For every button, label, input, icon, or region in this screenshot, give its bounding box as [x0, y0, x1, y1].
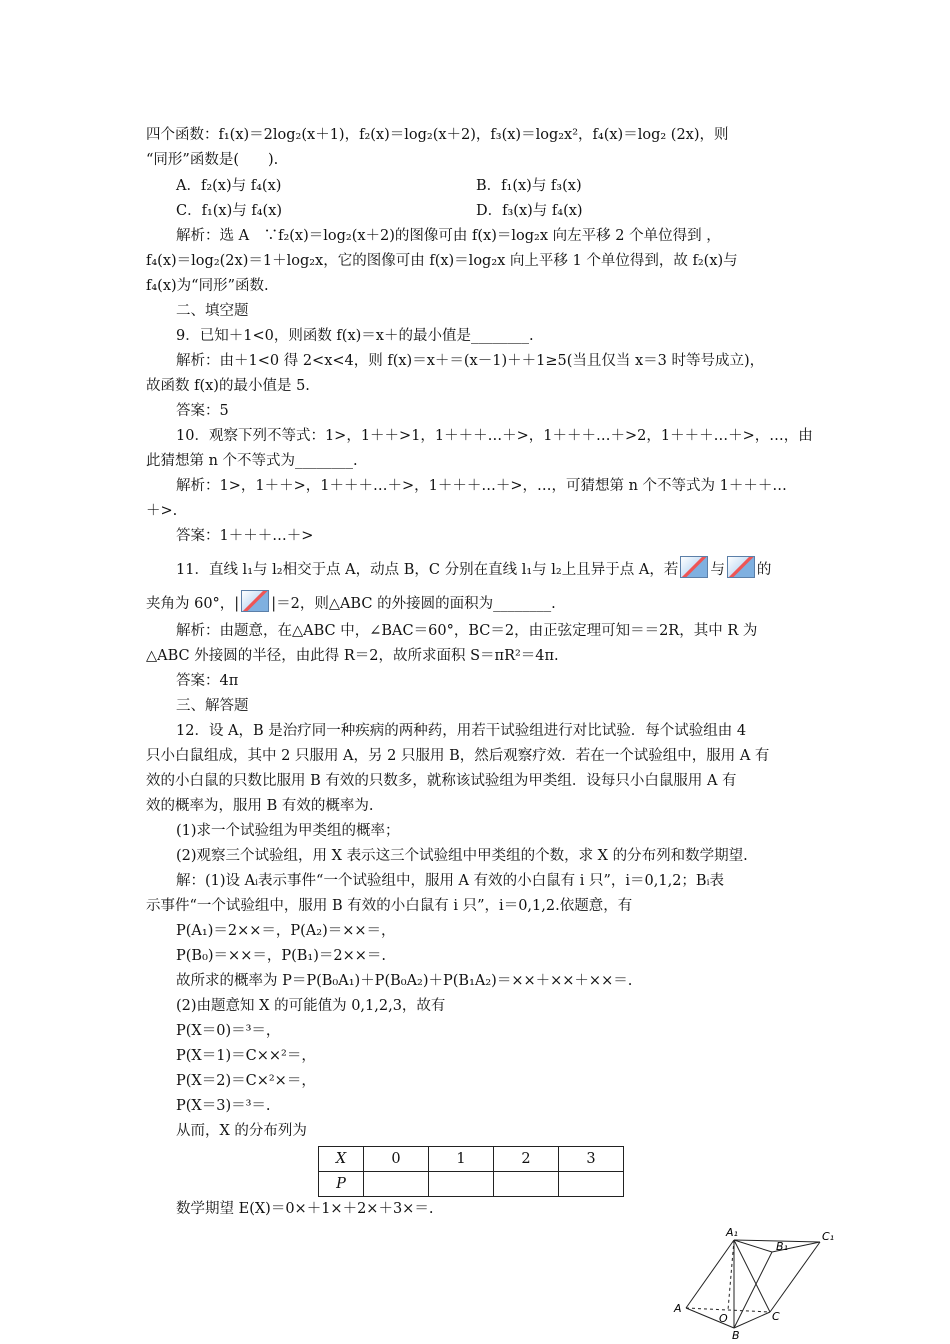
problem-12-stem-line2: 只小白鼠组成，其中 2 只服用 A，另 2 只服用 B，然后观察疗效．若在一个试验组中，服用 A 有: [146, 748, 770, 764]
label-a: A: [674, 1302, 682, 1315]
answer-11: 答案：4π: [176, 673, 239, 689]
table-cell: [559, 1172, 624, 1197]
problem-10-stem-line2: 此猜想第 n 个不等式为________.: [146, 453, 358, 469]
option-c: C．f₁(x)与 f₄(x): [176, 203, 283, 219]
solution-10-line1: 解析：1>，1＋＋>，1＋＋＋…＋>，1＋＋＋…＋>，…，可猜想第 n 个不等式为 1＋＋＋…: [176, 478, 787, 494]
solution-10-line2: ＋>.: [146, 503, 178, 519]
table-cell: [494, 1172, 559, 1197]
edge-a1b1: [734, 1240, 772, 1252]
problem-8-stem-line2: “同形”函数是( ).: [146, 152, 279, 168]
solution-9-line2: 故函数 f(x)的最小值是 5.: [146, 378, 310, 394]
solution-8-line2: f₄(x)＝log₂(2x)＝1＋log₂x，它的图像可由 f(x)＝log₂x 向上平移 1 个单位得到，故 f₂(x)与: [146, 253, 738, 269]
problem-10-stem-line1: 10．观察下列不等式：1>，1＋＋>1，1＋＋＋…＋>，1＋＋＋…＋>2，1＋＋＋…＋>，…，由: [176, 428, 813, 444]
solution-12-line9: P(X＝2)＝C×²×＝，: [176, 1073, 316, 1089]
label-c1: C₁: [822, 1230, 835, 1243]
table-cell: [364, 1172, 429, 1197]
edge-bc: [734, 1312, 770, 1328]
label-a1: A₁: [726, 1226, 738, 1239]
solution-12-expectation: 数学期望 E(X)＝0×＋1×＋2×＋3×＝.: [176, 1201, 434, 1217]
vector-ac-image-icon: [727, 556, 755, 578]
edge-b1b: [734, 1252, 772, 1328]
problem-12-part2: (2)观察三个试验组，用 X 表示这三个试验组中甲类组的个数，求 X 的分布列和数学期望.: [176, 848, 748, 864]
problem-11-stem-line2: [146, 590, 556, 614]
option-a: A．f₂(x)与 f₄(x): [176, 178, 282, 194]
prism-figure: [672, 1226, 842, 1340]
edge-a1a: [686, 1240, 734, 1308]
solution-12-line6: (2)由题意知 X 的可能值为 0,1,2,3，故有: [176, 998, 446, 1014]
problem-11-text-c: 的: [756, 562, 772, 578]
answer-10: 答案：1＋＋＋…＋>: [176, 528, 314, 544]
solution-12-line11: 从而，X 的分布列为: [176, 1123, 307, 1139]
distribution-table: [318, 1146, 624, 1197]
option-d: D．f₃(x)与 f₄(x): [476, 203, 583, 219]
table-row: [319, 1147, 624, 1172]
solution-12-line1: 解：(1)设 Aᵢ表示事件“一个试验组中，服用 A 有效的小白鼠有 i 只”，i＝0,1,2；Bᵢ表: [176, 873, 725, 889]
table-cell: X: [319, 1147, 364, 1172]
solution-8-line3: f₄(x)为“同形”函数.: [146, 278, 269, 294]
label-b1: B₁: [776, 1240, 788, 1253]
problem-8-stem-line1: 四个函数：f₁(x)＝2log₂(x＋1)，f₂(x)＝log₂(x＋2)，f₃(x)＝log₂x²，f₄(x)＝log₂ (2x)，则: [146, 127, 729, 143]
option-b: B．f₁(x)与 f₃(x): [476, 178, 582, 194]
edge-a1o-hidden: [728, 1240, 734, 1310]
edge-a1c: [734, 1240, 770, 1312]
vector-bc-image-icon: [241, 590, 269, 612]
solution-11-line1: 解析：由题意，在△ABC 中，∠BAC＝60°，BC＝2，由正弦定理可知＝＝2R，其中 R 为: [176, 623, 758, 639]
solution-12-line7: P(X＝0)＝³＝，: [176, 1023, 281, 1039]
vector-ab-image-icon: [680, 556, 708, 578]
solution-11-line2: △ABC 外接圆的半径，由此得 R＝2，故所求面积 S＝πR²＝4π.: [146, 648, 559, 664]
label-c: C: [772, 1310, 780, 1323]
problem-11-stem-line1: [176, 556, 771, 580]
table-cell: 2: [494, 1147, 559, 1172]
problem-12-stem-line4: 效的概率为，服用 B 有效的概率为.: [146, 798, 374, 814]
table-cell: P: [319, 1172, 364, 1197]
problem-11-text-e: |＝2，则△ABC 的外接圆的面积为________.: [271, 596, 556, 612]
solution-12-line2: 示事件“一个试验组中，服用 B 有效的小白鼠有 i 只”，i＝0,1,2.依题意，有: [146, 898, 633, 914]
label-b: B: [732, 1329, 740, 1340]
solution-12-line8: P(X＝1)＝C××²＝，: [176, 1048, 316, 1064]
solution-12-line10: P(X＝3)＝³＝.: [176, 1098, 271, 1114]
section-heading-solve: 三、解答题: [176, 698, 249, 714]
problem-12-part1: (1)求一个试验组为甲类组的概率；: [176, 823, 400, 839]
table-row: [319, 1172, 624, 1197]
problem-9-stem: 9．已知＋1<0，则函数 f(x)＝x＋的最小值是________.: [176, 328, 534, 344]
table-cell: 0: [364, 1147, 429, 1172]
solution-9-line1: 解析：由＋1<0 得 2<x<4，则 f(x)＝x＋＝(x－1)＋＋1≥5(当且仅当 x＝3 时等号成立)，: [176, 353, 765, 369]
table-cell: [429, 1172, 494, 1197]
problem-11-text-b: 与: [710, 562, 725, 578]
problem-11-text-d: 夹角为 60°，|: [146, 596, 240, 612]
solution-8-line1: 解析：选 A ∵f₂(x)＝log₂(x＋2)的图像可由 f(x)＝log₂x 向左平移 2 个单位得到 ，: [176, 228, 721, 244]
problem-11-text-a: 11．直线 l₁与 l₂相交于点 A，动点 B，C 分别在直线 l₁与 l₂上且异于点 A，若: [176, 562, 679, 578]
problem-12-stem-line1: 12．设 A，B 是治疗同一种疾病的两种药，用若干试验组进行对比试验．每个试验组由 4: [176, 723, 747, 739]
table-cell: 1: [429, 1147, 494, 1172]
solution-12-line3: P(A₁)＝2××＝，P(A₂)＝××＝，: [176, 923, 396, 939]
section-heading-fill-in: 二、填空题: [176, 303, 249, 319]
solution-12-line4: P(B₀)＝××＝，P(B₁)＝2××＝.: [176, 948, 387, 964]
table-cell: 3: [559, 1147, 624, 1172]
answer-9: 答案：5: [176, 403, 229, 419]
label-o: O: [719, 1312, 728, 1325]
problem-12-stem-line3: 效的小白鼠的只数比服用 B 有效的只数多，就称该试验组为甲类组．设每只小白鼠服用 A 有: [146, 773, 737, 789]
solution-12-line5: 故所求的概率为 P＝P(B₀A₁)＋P(B₀A₂)＋P(B₁A₂)＝××＋××＋××＝.: [176, 973, 633, 989]
